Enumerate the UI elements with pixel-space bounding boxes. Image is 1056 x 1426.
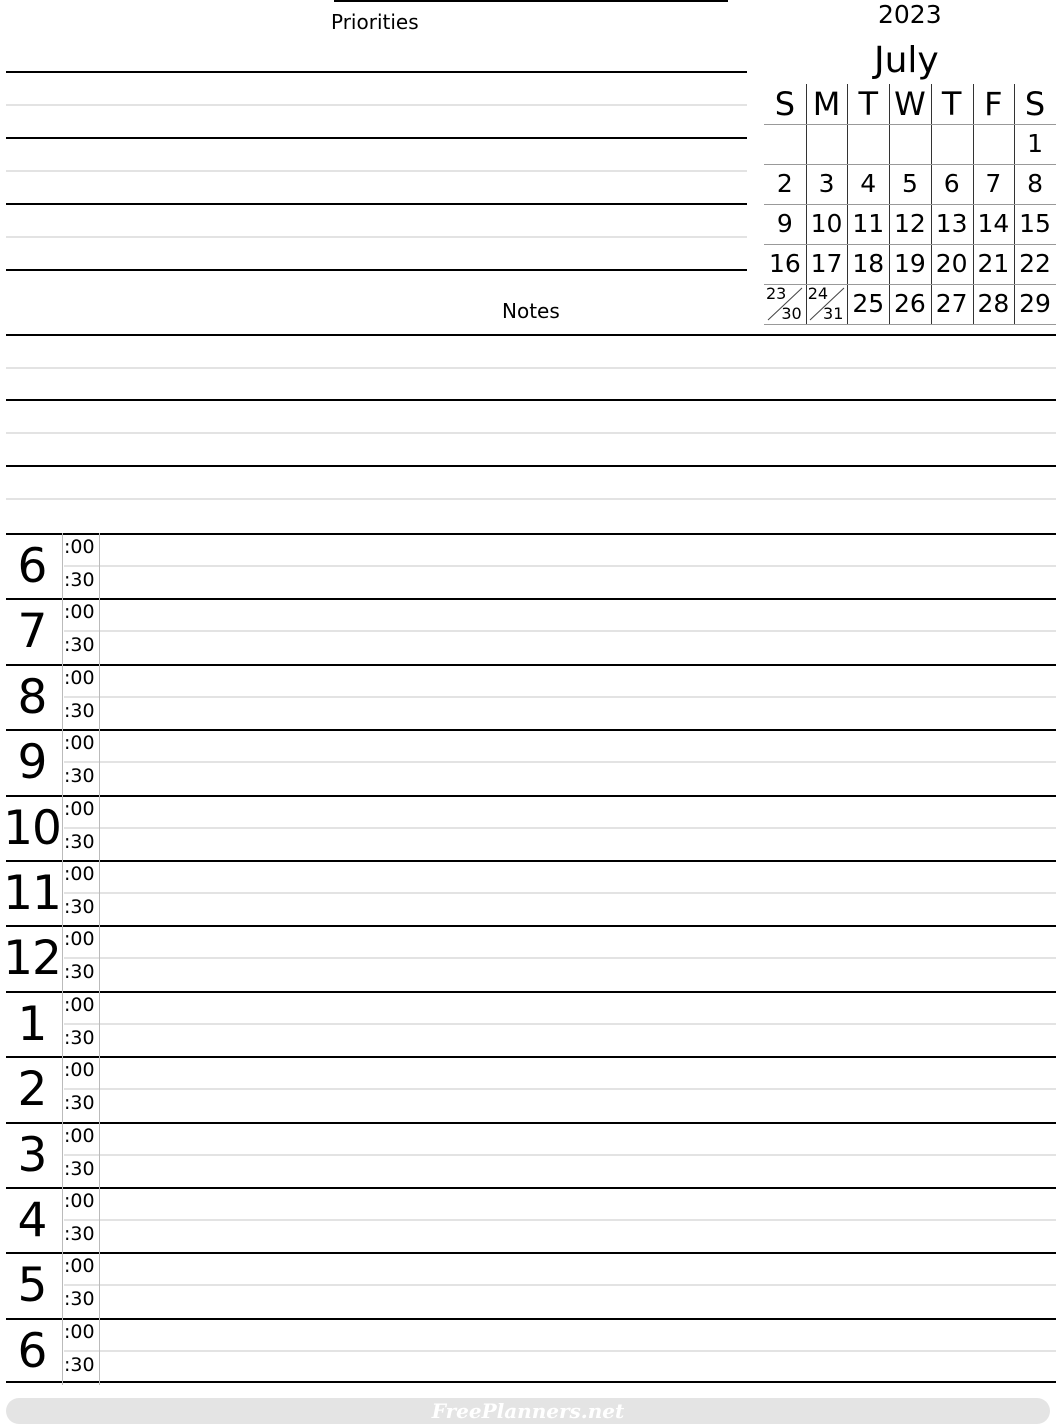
half-hour-line bbox=[64, 1023, 1056, 1025]
hour-row bbox=[0, 1122, 1056, 1187]
minute-label: :30 bbox=[64, 1353, 95, 1376]
calendar-day: 23 bbox=[766, 284, 787, 303]
hour-label: 12 bbox=[3, 931, 61, 987]
calendar-day: 20 bbox=[935, 249, 968, 278]
minute-label: :00 bbox=[64, 666, 95, 689]
calendar-day: 29 bbox=[1019, 289, 1051, 318]
half-hour-line bbox=[64, 761, 1056, 763]
calendar-day: 17 bbox=[810, 249, 843, 278]
calendar-weekday: F bbox=[984, 85, 1003, 123]
calendar-day-split bbox=[764, 284, 806, 324]
notes-title: Notes bbox=[502, 299, 560, 323]
minute-label: :00 bbox=[64, 928, 95, 951]
calendar-day: 5 bbox=[901, 169, 918, 198]
calendar-weekday: S bbox=[1024, 85, 1046, 123]
hour-row bbox=[0, 1056, 1056, 1121]
calendar-weekday: T bbox=[941, 85, 962, 123]
notes-line bbox=[6, 334, 1056, 336]
hour-line bbox=[6, 598, 1056, 600]
hour-label: 8 bbox=[17, 669, 47, 725]
hour-label: 4 bbox=[17, 1193, 47, 1248]
minute-label: :30 bbox=[64, 1288, 95, 1311]
priority-line bbox=[6, 269, 747, 271]
calendar-day: 31 bbox=[823, 304, 844, 323]
minute-label: :30 bbox=[64, 634, 95, 657]
minute-label: :00 bbox=[64, 993, 95, 1016]
calendar-month: July bbox=[874, 40, 939, 81]
notes-line bbox=[6, 465, 1056, 467]
half-hour-line bbox=[64, 565, 1056, 567]
half-hour-line bbox=[64, 1219, 1056, 1221]
hour-line bbox=[6, 533, 1056, 535]
calendar-day: 6 bbox=[943, 169, 960, 198]
minute-label: :00 bbox=[64, 797, 95, 820]
schedule-column-divider bbox=[99, 533, 100, 1385]
hour-label: 10 bbox=[3, 800, 61, 856]
calendar-day: 27 bbox=[935, 289, 968, 318]
minute-label: :00 bbox=[64, 1190, 95, 1212]
half-hour-line bbox=[64, 892, 1056, 894]
hour-label: 5 bbox=[17, 1258, 47, 1314]
hour-line bbox=[6, 1318, 1056, 1320]
schedule-bottom-line bbox=[6, 1381, 1056, 1383]
calendar-day: 28 bbox=[977, 289, 1010, 318]
hour-row bbox=[0, 795, 1056, 860]
half-hour-line bbox=[64, 827, 1056, 829]
hour-row bbox=[0, 664, 1056, 729]
minute-label: :00 bbox=[64, 1255, 95, 1278]
half-hour-line bbox=[64, 957, 1056, 959]
hour-row bbox=[0, 925, 1056, 990]
minute-label: :30 bbox=[64, 765, 95, 788]
calendar-day: 15 bbox=[1019, 209, 1051, 238]
minute-label: :30 bbox=[64, 1092, 95, 1115]
half-hour-line bbox=[64, 630, 1056, 632]
hour-line bbox=[6, 795, 1056, 797]
minute-label: :00 bbox=[64, 732, 95, 755]
calendar-weekday: M bbox=[812, 85, 841, 123]
calendar-day: 26 bbox=[894, 289, 926, 318]
minute-label: :00 bbox=[64, 536, 95, 558]
hour-label: 11 bbox=[3, 866, 61, 921]
hour-label: 1 bbox=[17, 996, 47, 1052]
schedule-column-divider bbox=[62, 533, 63, 1385]
hour-row bbox=[0, 1187, 1056, 1252]
minute-label: :30 bbox=[64, 830, 95, 853]
hour-label: 6 bbox=[17, 1323, 47, 1379]
calendar-day: 30 bbox=[781, 304, 802, 323]
calendar-day: 16 bbox=[768, 249, 801, 278]
calendar-day: 1 bbox=[1027, 129, 1043, 158]
minute-label: :30 bbox=[64, 896, 95, 918]
minute-label: :30 bbox=[64, 1157, 95, 1180]
notes-line bbox=[6, 432, 1056, 434]
hour-label: 9 bbox=[17, 735, 47, 791]
hour-label: 7 bbox=[17, 604, 47, 660]
hour-line bbox=[6, 1252, 1056, 1254]
hour-label: 6 bbox=[17, 539, 47, 594]
calendar-year: 2023 bbox=[878, 0, 942, 29]
priority-line bbox=[6, 236, 747, 238]
priority-line bbox=[6, 137, 747, 139]
calendar-day: 8 bbox=[1027, 169, 1043, 198]
minute-label: :00 bbox=[64, 1059, 95, 1082]
priority-line bbox=[6, 71, 747, 73]
half-hour-line bbox=[64, 1350, 1056, 1352]
hour-line bbox=[6, 991, 1056, 993]
top-rule bbox=[334, 0, 728, 2]
minute-label: :00 bbox=[64, 863, 95, 885]
calendar-day: 13 bbox=[935, 209, 968, 238]
minute-label: :30 bbox=[64, 1223, 95, 1245]
calendar-day: 24 bbox=[807, 284, 829, 303]
calendar-weekday: T bbox=[858, 85, 878, 123]
hour-row bbox=[0, 860, 1056, 925]
calendar-day: 19 bbox=[894, 249, 926, 278]
calendar-weekday: W bbox=[894, 85, 926, 123]
calendar-row-divider bbox=[764, 124, 1056, 125]
hour-line bbox=[6, 1056, 1056, 1058]
priorities-title: Priorities bbox=[331, 10, 419, 34]
calendar-day-split bbox=[806, 284, 848, 324]
minute-label: :00 bbox=[64, 1124, 95, 1147]
hour-row bbox=[0, 991, 1056, 1056]
notes-line bbox=[6, 399, 1056, 401]
priority-line bbox=[6, 170, 747, 172]
half-hour-line bbox=[64, 696, 1056, 698]
hour-row bbox=[0, 1318, 1056, 1383]
minute-label: :00 bbox=[64, 601, 95, 624]
half-hour-line bbox=[64, 1088, 1056, 1090]
calendar-day: 18 bbox=[852, 249, 885, 278]
calendar-day: 10 bbox=[810, 209, 843, 238]
calendar-day: 11 bbox=[852, 209, 885, 238]
hour-label: 2 bbox=[17, 1062, 47, 1118]
hour-row bbox=[0, 598, 1056, 663]
calendar-day: 22 bbox=[1019, 249, 1051, 278]
hour-label: 3 bbox=[17, 1127, 47, 1183]
calendar-row-divider bbox=[764, 324, 1056, 325]
priority-line bbox=[6, 203, 747, 205]
calendar-day: 9 bbox=[776, 209, 793, 238]
calendar-day: 14 bbox=[977, 209, 1010, 238]
calendar-day: 25 bbox=[852, 289, 885, 318]
hour-line bbox=[6, 860, 1056, 862]
hour-line bbox=[6, 1122, 1056, 1124]
calendar-day: 21 bbox=[977, 249, 1010, 278]
calendar-weekday: S bbox=[774, 85, 795, 123]
calendar-day: 2 bbox=[776, 169, 793, 198]
hour-row bbox=[0, 533, 1056, 598]
minute-label: :30 bbox=[64, 961, 95, 984]
minute-label: :00 bbox=[64, 1320, 95, 1343]
footer-logo: FreePlanners.net bbox=[431, 1399, 625, 1423]
notes-line bbox=[6, 498, 1056, 500]
mini-calendar bbox=[764, 84, 1056, 324]
priority-line bbox=[6, 104, 747, 106]
half-hour-line bbox=[64, 1284, 1056, 1286]
notes-line bbox=[6, 367, 1056, 369]
minute-label: :30 bbox=[64, 699, 95, 722]
hour-line bbox=[6, 729, 1056, 731]
calendar-day: 3 bbox=[818, 169, 835, 198]
hour-row bbox=[0, 729, 1056, 794]
hour-line bbox=[6, 664, 1056, 666]
calendar-day: 12 bbox=[894, 209, 926, 238]
hour-row bbox=[0, 1252, 1056, 1317]
calendar-day: 7 bbox=[985, 169, 1002, 198]
minute-label: :30 bbox=[64, 1026, 95, 1049]
hour-line bbox=[6, 925, 1056, 927]
half-hour-line bbox=[64, 1154, 1056, 1156]
hour-line bbox=[6, 1187, 1056, 1189]
minute-label: :30 bbox=[64, 569, 95, 591]
calendar-day: 4 bbox=[860, 169, 877, 198]
